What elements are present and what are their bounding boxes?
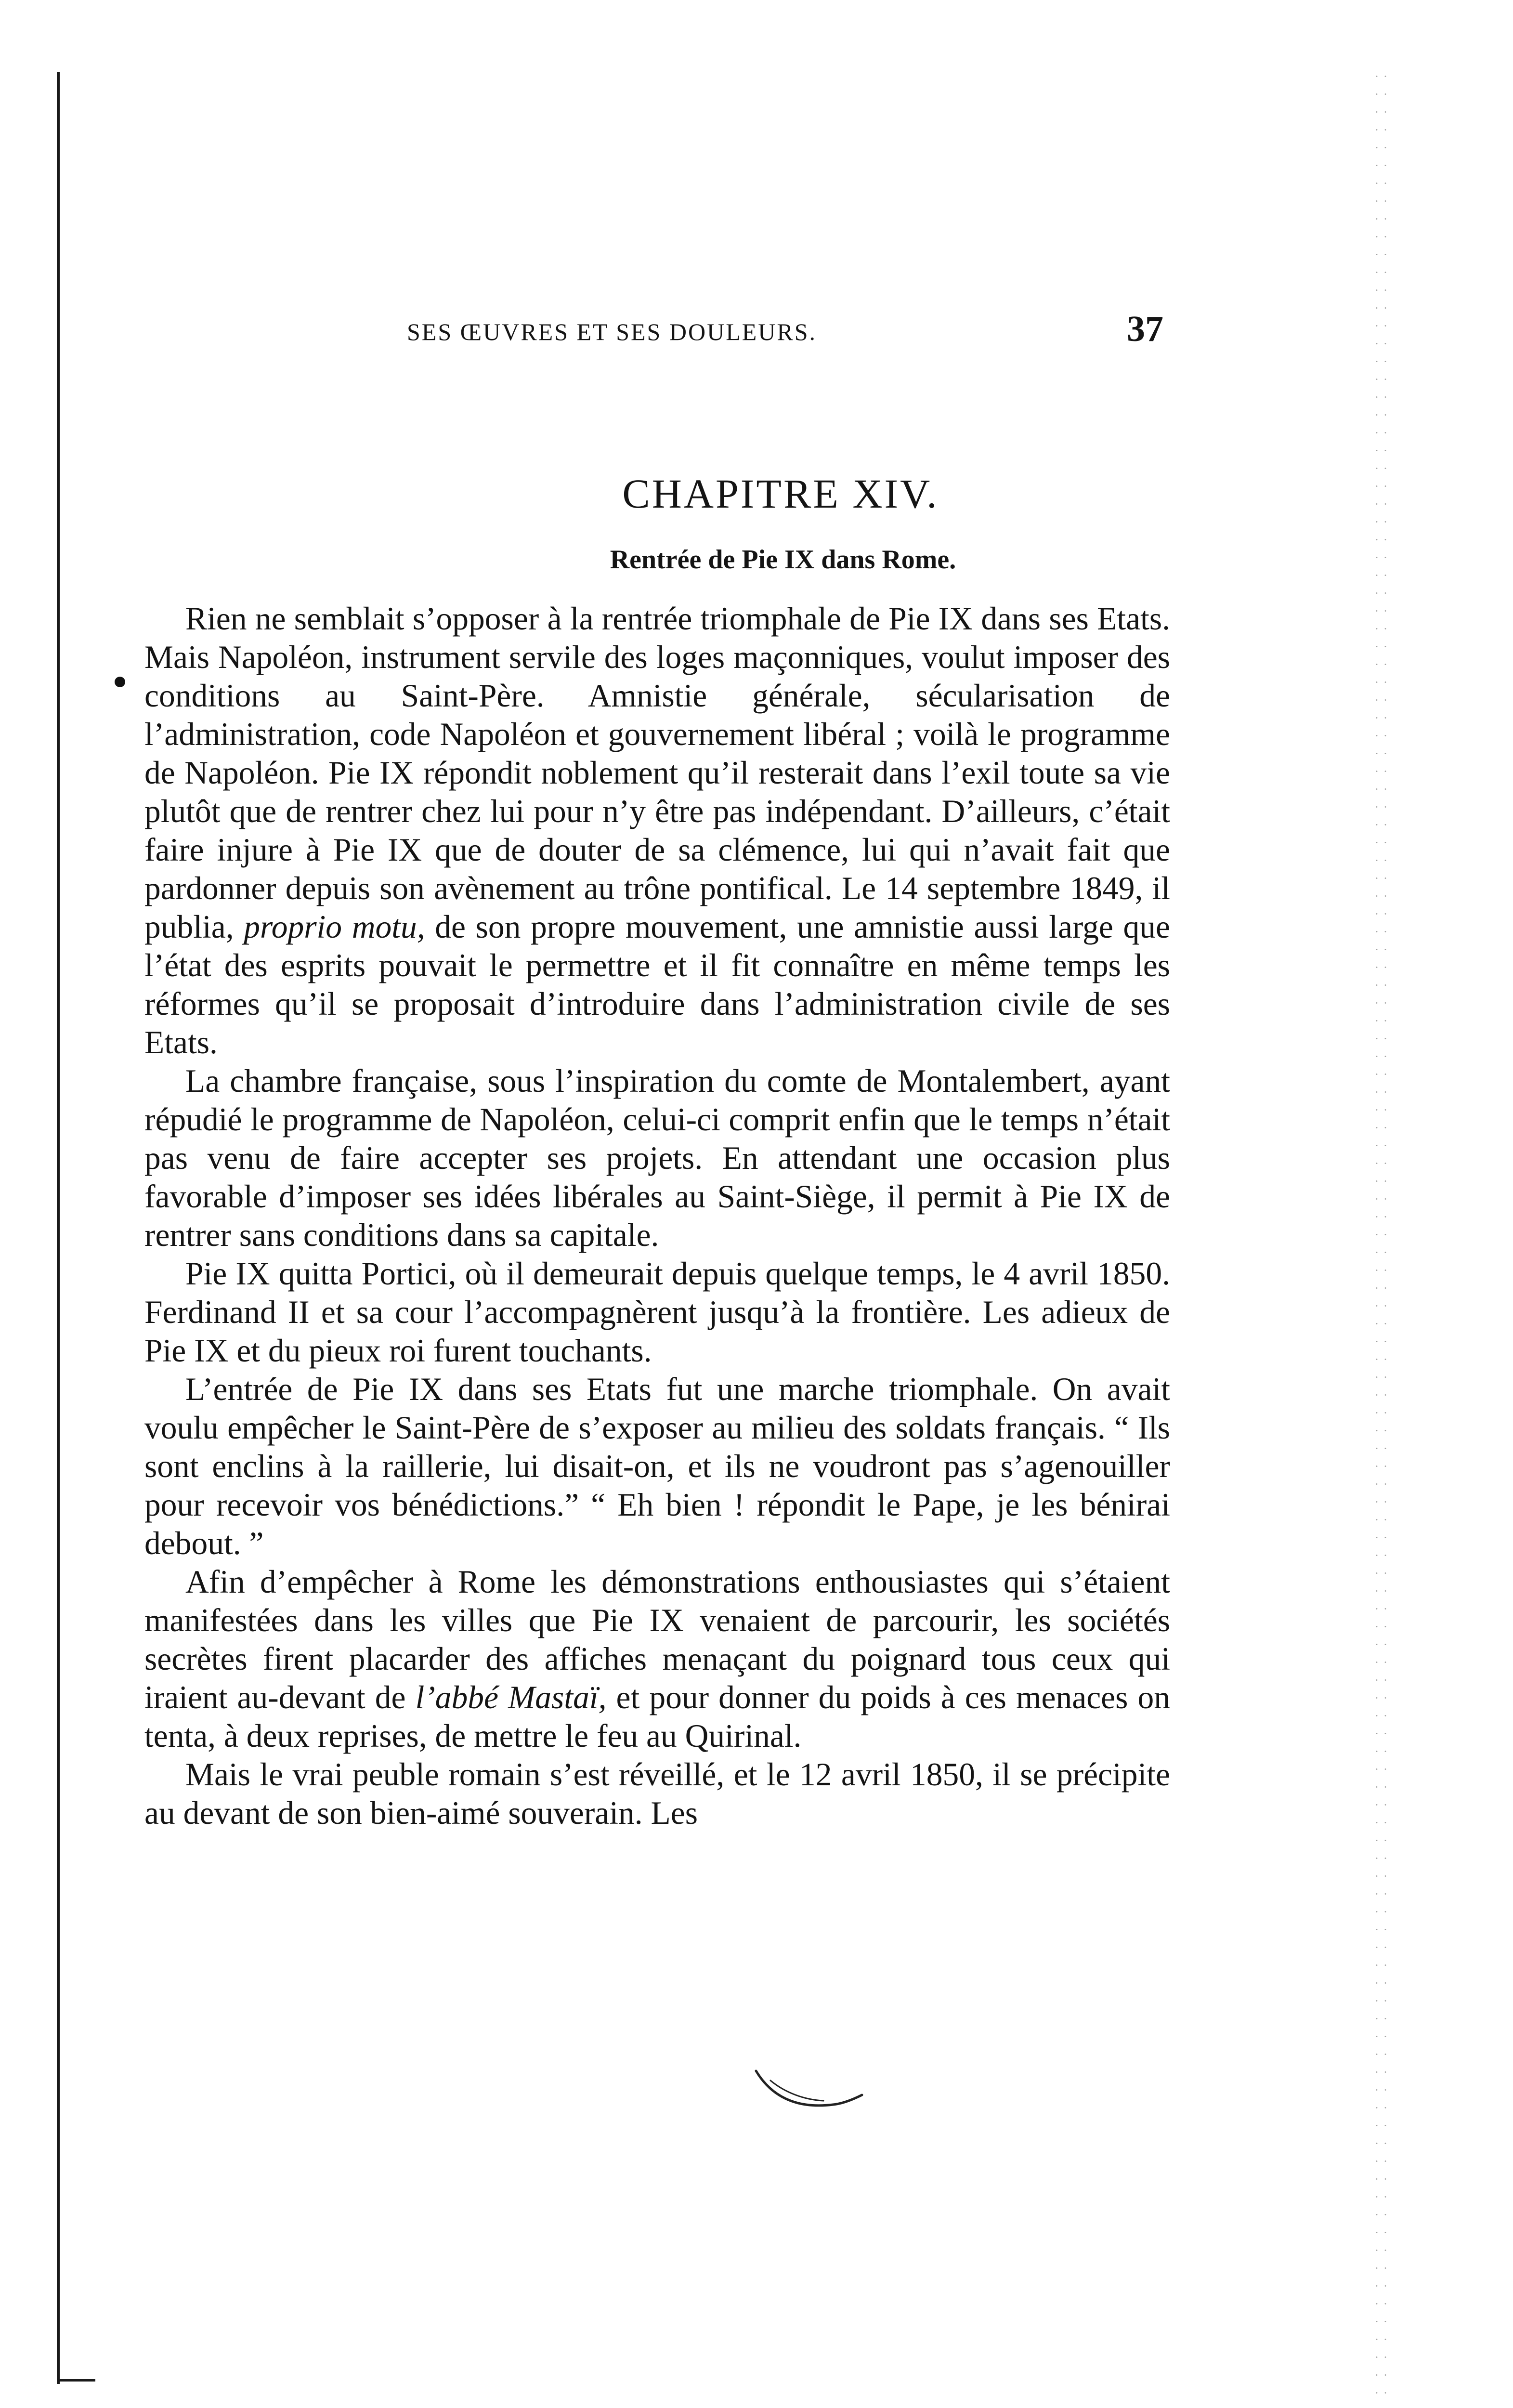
text-segment: et pour donner du poids à ces menaces on tenta, à deux reprises, de mettre le feu au Quirinal. — [144, 1679, 1170, 1754]
binding-rule — [57, 72, 60, 2384]
paragraph — [144, 1563, 1170, 1755]
running-title: SES ŒUVRES ET SES DOULEURS. — [407, 318, 817, 345]
text-segment: Mais le vrai peuble romain s’est réveillé, et le 12 avril 1850, il se précipite au devant de son bien-aimé souverain. Les — [144, 1756, 1170, 1831]
scan-edge-noise — [1372, 67, 1387, 2403]
text-segment: L’entrée de Pie IX dans ses Etats fut une marche triomphale. On avait voulu empêcher le Saint-Père de s’exposer au milieu des soldats français. “ Ils sont enclins à la raillerie, lui disait-on, et ils ne voudront pas s’agenouiller pour recevoir vos bénédictions.” “ Eh bien ! répondit le Pape, je les bénirai debout. ” — [144, 1371, 1170, 1561]
handwritten-flourish — [751, 2066, 867, 2119]
italic-text: l’abbé Mastaï, — [415, 1679, 607, 1715]
text-segment: Pie IX quitta Portici, où il demeurait depuis quelque temps, le 4 avril 1850. Ferdinand II et sa cour l’accompagnèrent jusqu’à la frontière. Les adieux de Pie IX et du pieux roi furent touchants. — [144, 1256, 1170, 1369]
binding-rule-foot — [57, 2379, 95, 2382]
text-segment: de son propre mouvement, une amnistie aussi large que l’état des esprits pouvait le permettre et il fit connaître en même temps les réformes qu’il se proposait d’introduire dans l’administration civile de ses Etats. — [144, 909, 1170, 1060]
paragraph — [144, 1755, 1170, 1832]
paragraph — [144, 1255, 1170, 1370]
paragraph — [144, 1370, 1170, 1563]
paragraph — [144, 600, 1170, 1062]
text-segment: Rien ne semblait s’opposer à la rentrée triomphale de Pie IX dans ses Etats. Mais Napoléon, instrument servile des loges maçonniques, voulut imposer des conditions au Saint-Père. Amnistie générale, sécularisation de l’administration, code Napoléon et gouvernement libéral ; voilà le programme de Napoléon. Pie IX répondit noblement qu’il resterait dans l’exil toute sa vie plutôt que de rentrer chez lui pour n’y être pas indépendant. D’ailleurs, c’était faire injure à Pie IX que de douter de sa clémence, lui qui n’avait fait que pardonner depuis son avènement au trône pontifical. Le 14 septembre 1849, il publia, — [144, 601, 1170, 945]
italic-text: proprio motu, — [244, 909, 425, 945]
text-segment: La chambre française, sous l’inspiration du comte de Montalembert, ayant répudié le programme de Napoléon, celui-ci comprit enfin que le temps n’était pas venu de faire accepter ses projets. En attendant une occasion plus favorable d’imposer ses idées libérales au Saint-Siège, il permit à Pie IX de rentrer sans conditions dans sa capitale. — [144, 1063, 1170, 1253]
chapter-title: CHAPITRE XIV. — [622, 471, 939, 517]
margin-ink-dot — [115, 677, 125, 687]
paragraph — [144, 1062, 1170, 1255]
page-number: 37 — [1127, 309, 1163, 349]
text-segment: Afin d’empêcher à Rome les démonstrations enthousiastes qui s’étaient manifestées dans les villes que Pie IX venaient de parcourir, les sociétés secrètes firent placarder des affiches menaçant du poignard tous ceux qui iraient au-devant de — [144, 1564, 1170, 1715]
body-text — [144, 600, 1170, 1832]
chapter-subtitle: Rentrée de Pie IX dans Rome. — [610, 545, 956, 575]
